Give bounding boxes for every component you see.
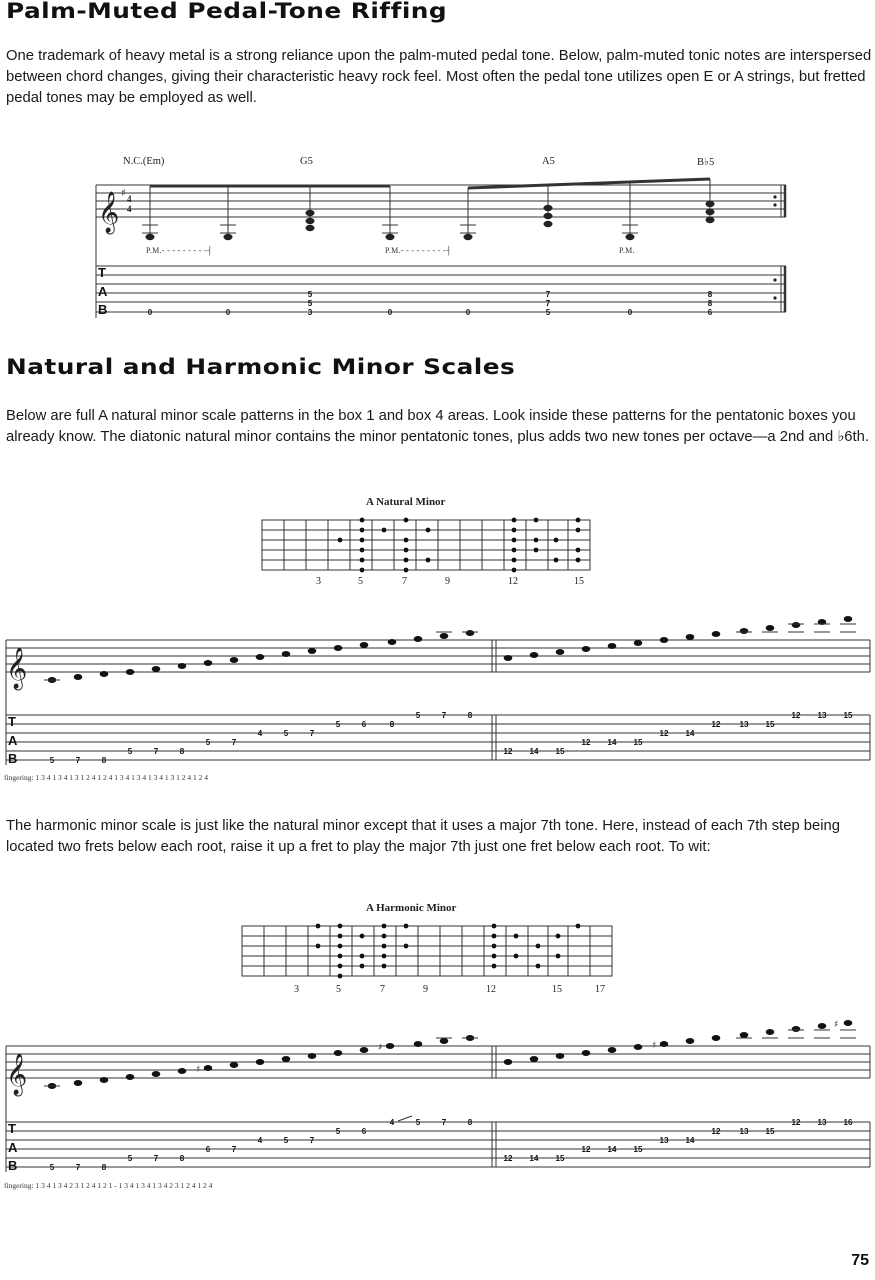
tab-number: 5 bbox=[49, 756, 55, 765]
scale2-staff bbox=[6, 1046, 870, 1172]
tab-number: 0 bbox=[387, 308, 393, 317]
scale1-staff bbox=[6, 640, 870, 765]
tab-number: 4 bbox=[257, 729, 263, 738]
fret-label: 5 bbox=[336, 984, 341, 995]
tab-number: 6 bbox=[361, 720, 367, 729]
harmonic-minor-paragraph: The harmonic minor scale is just like the natural minor except that it uses a major 7th tone. Here, instead of each 7th step being located two frets below each root, raise it up a fret to play the major 7th just one fret below each root. To wit: bbox=[6, 818, 840, 855]
tab-number: 14 bbox=[685, 1136, 695, 1145]
tab-number: 5 bbox=[335, 1127, 341, 1136]
riff-noteheads bbox=[146, 201, 715, 240]
tab-number: 4 bbox=[389, 1118, 395, 1127]
tab-letter-a: A bbox=[8, 733, 18, 748]
tab-number: 5 bbox=[545, 308, 551, 317]
tab-number: 8 bbox=[101, 1163, 107, 1172]
tab-letter-b: B bbox=[8, 751, 18, 766]
tab-letter-t: T bbox=[8, 1121, 16, 1136]
tab-number: 0 bbox=[225, 308, 231, 317]
tab-number: 14 bbox=[529, 1154, 539, 1163]
tab-number: 12 bbox=[791, 711, 801, 720]
diagram1-frets bbox=[284, 520, 568, 570]
tab-number: 13 bbox=[739, 1127, 749, 1136]
tab-letter-a: A bbox=[8, 1140, 18, 1155]
tab-number: 12 bbox=[711, 720, 721, 729]
diagram1-dots bbox=[338, 518, 581, 573]
intro-paragraph: One trademark of heavy metal is a strong reliance upon the palm-muted pedal tone. Below, palm-muted tonic notes are interspersed between chord changes, giving their characteristic heavy rock feel. Most often the pedal tone utilizes open E or A strings, but fretted pedal tones may be employed as well. bbox=[6, 48, 872, 106]
tab-number: 0 bbox=[627, 308, 633, 317]
tab-number: 12 bbox=[791, 1118, 801, 1127]
tab-clefs bbox=[8, 265, 108, 1173]
tab-number: 15 bbox=[633, 1145, 643, 1154]
tab-number: 7 bbox=[75, 756, 81, 765]
treble-clef-icon: 𝄞 bbox=[98, 192, 120, 233]
diagram2-dots bbox=[316, 924, 581, 979]
fret-label: 15 bbox=[552, 984, 562, 995]
tab-number: 0 bbox=[147, 308, 153, 317]
fingering-row-2: fingering: 1 3 4 1 3 4 2 3 1 2 4 1 2 1 - 1 3 4 1 3 4 1 3 4 2 3 1 2 4 1 2 4 bbox=[4, 1181, 213, 1190]
fret-label: 9 bbox=[445, 576, 450, 587]
tab-number: 14 bbox=[607, 738, 617, 747]
riff-tab-staff bbox=[96, 266, 786, 312]
tab-number: 5 bbox=[307, 290, 313, 299]
tab-number: 6 bbox=[205, 1145, 211, 1154]
tab-number: 8 bbox=[707, 299, 713, 308]
tab-number: 16 bbox=[843, 1118, 853, 1127]
tab-number: 8 bbox=[179, 747, 185, 756]
tab-number: 6 bbox=[361, 1127, 367, 1136]
tab-number: 14 bbox=[607, 1145, 617, 1154]
tab-number: 15 bbox=[633, 738, 643, 747]
tab-number: 7 bbox=[153, 747, 159, 756]
svg-text:4: 4 bbox=[127, 194, 132, 204]
treble-clef-icon-3: 𝄞 bbox=[6, 1054, 28, 1095]
scale2-sharp-icons bbox=[196, 1020, 838, 1075]
diagram-title-natural-minor: A Natural Minor bbox=[366, 496, 446, 508]
fret-label: 5 bbox=[358, 576, 363, 587]
fret-label: 7 bbox=[380, 984, 385, 995]
tab-number: 5 bbox=[127, 1154, 133, 1163]
tab-letter-t: T bbox=[8, 714, 16, 729]
tab-number: 7 bbox=[153, 1154, 159, 1163]
tab-number: 15 bbox=[765, 720, 775, 729]
tab-number: 7 bbox=[441, 711, 447, 720]
tab-number: 8 bbox=[179, 1154, 185, 1163]
fret-label: 12 bbox=[486, 984, 496, 995]
svg-text:♯: ♯ bbox=[834, 1020, 839, 1030]
section-heading-palm-muted: Palm-Muted Pedal-Tone Riffing bbox=[6, 0, 448, 23]
tab-number: 15 bbox=[765, 1127, 775, 1136]
chord-label-a5: A5 bbox=[542, 156, 555, 167]
chord-label-g5: G5 bbox=[300, 156, 313, 167]
tab-letter-b: B bbox=[8, 1158, 18, 1173]
sharp-icon: ♯ bbox=[121, 188, 126, 199]
tab-number: 7 bbox=[441, 1118, 447, 1127]
tab-number: 5 bbox=[283, 1136, 289, 1145]
tab-number: 14 bbox=[685, 729, 695, 738]
tab-number: 8 bbox=[389, 720, 395, 729]
tab-number: 15 bbox=[555, 747, 565, 756]
tab-number: 7 bbox=[545, 290, 551, 299]
tab-number: 5 bbox=[205, 738, 211, 747]
tab-number: 5 bbox=[335, 720, 341, 729]
pm-label-3: P.M. bbox=[619, 246, 635, 255]
fret-label: 3 bbox=[316, 576, 321, 587]
fret-label: 9 bbox=[423, 984, 428, 995]
fretboard-diagram-natural-minor bbox=[262, 520, 590, 570]
chord-label-nc: N.C.(Em) bbox=[123, 156, 165, 167]
tab-number: 12 bbox=[711, 1127, 721, 1136]
tab-number: 15 bbox=[555, 1154, 565, 1163]
tab-letter-b: B bbox=[98, 302, 108, 317]
tab-number: 7 bbox=[309, 729, 315, 738]
page-number: 75 bbox=[851, 1252, 869, 1269]
tab-number: 4 bbox=[257, 1136, 263, 1145]
fret-label: 3 bbox=[294, 984, 299, 995]
tab-number: 6 bbox=[707, 308, 713, 317]
tab-number: 12 bbox=[503, 1154, 513, 1163]
tab-number: 14 bbox=[529, 747, 539, 756]
tab-number: 13 bbox=[817, 711, 827, 720]
tab-number: 3 bbox=[307, 308, 313, 317]
tab-number: 7 bbox=[231, 1145, 237, 1154]
tab-number: 5 bbox=[127, 747, 133, 756]
chord-label-bb5: B♭5 bbox=[697, 157, 715, 168]
svg-text:♯: ♯ bbox=[378, 1043, 383, 1053]
fretboard-diagram-harmonic-minor bbox=[242, 926, 612, 976]
fret-label: 15 bbox=[574, 576, 584, 587]
tab-number: 5 bbox=[415, 1118, 421, 1127]
fret-label: 17 bbox=[595, 984, 605, 995]
tab-number: 8 bbox=[101, 756, 107, 765]
riff-staff bbox=[96, 185, 786, 318]
tab-number: 7 bbox=[75, 1163, 81, 1172]
scale1-noteheads bbox=[48, 616, 853, 683]
tab-letter-a: A bbox=[98, 284, 108, 299]
tab-number: 0 bbox=[465, 308, 471, 317]
tab-number: 5 bbox=[283, 729, 289, 738]
treble-clef-icon-2: 𝄞 bbox=[6, 648, 28, 689]
tab-number: 12 bbox=[503, 747, 513, 756]
svg-text:4: 4 bbox=[127, 204, 132, 214]
fret-label: 12 bbox=[508, 576, 518, 587]
tab-number: 8 bbox=[467, 711, 473, 720]
tab-number: 13 bbox=[659, 1136, 669, 1145]
tab-number: 5 bbox=[307, 299, 313, 308]
tab-number: 8 bbox=[467, 1118, 473, 1127]
tab-number: 5 bbox=[49, 1163, 55, 1172]
pm-label-1: P.M.- - - - - - - - -┤ bbox=[146, 246, 213, 255]
svg-text:♯: ♯ bbox=[652, 1041, 657, 1051]
tab-number: 7 bbox=[231, 738, 237, 747]
section-heading-minor-scales: Natural and Harmonic Minor Scales bbox=[6, 355, 516, 379]
tab-number: 12 bbox=[659, 729, 669, 738]
tab-number: 12 bbox=[581, 738, 591, 747]
natural-minor-paragraph: Below are full A natural minor scale patterns in the box 1 and box 4 areas. Look inside these patterns for the pentatonic boxes you already know. The diatonic natural minor contains the minor pentatonic tones, plus adds two new tones per octave—a 2nd and ♭6th. bbox=[6, 408, 869, 445]
tab-number: 7 bbox=[545, 299, 551, 308]
pm-label-2: P.M.- - - - - - - - -┤ bbox=[385, 246, 452, 255]
tab-number: 8 bbox=[707, 290, 713, 299]
tab-number: 7 bbox=[309, 1136, 315, 1145]
tab-number: 13 bbox=[817, 1118, 827, 1127]
svg-text:♯: ♯ bbox=[196, 1065, 201, 1075]
tab-letter-t: T bbox=[98, 265, 106, 280]
tab-number: 5 bbox=[415, 711, 421, 720]
tab-number: 15 bbox=[843, 711, 853, 720]
fingering-row-1: fingering: 1 3 4 1 3 4 1 3 1 2 4 1 2 4 1 3 4 1 3 4 1 3 4 1 3 1 2 4 1 2 4 bbox=[4, 773, 208, 782]
diagram-title-harmonic-minor: A Harmonic Minor bbox=[366, 902, 457, 914]
tab-number: 12 bbox=[581, 1145, 591, 1154]
fret-label: 7 bbox=[402, 576, 407, 587]
tab-number: 13 bbox=[739, 720, 749, 729]
